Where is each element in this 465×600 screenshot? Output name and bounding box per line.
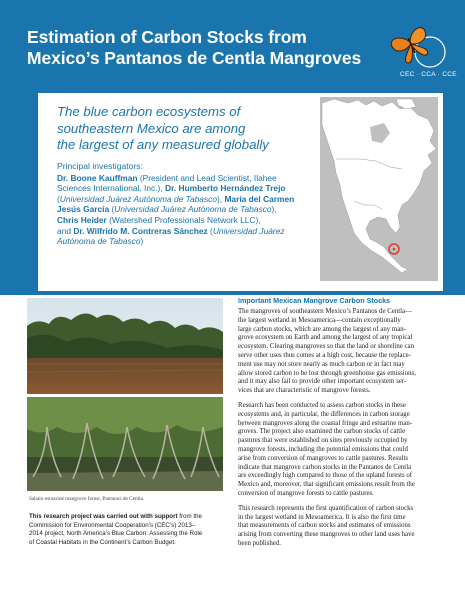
- bold-text: Dr. Boone Kauffman: [57, 172, 138, 183]
- text-line: [57, 173, 337, 184]
- text-run: ),: [271, 204, 277, 215]
- article-body: [238, 308, 443, 549]
- italic-text: Universidad Juárez Autónoma de Tabasco: [114, 204, 272, 215]
- tagline: [57, 104, 317, 154]
- text-run: (: [57, 193, 60, 204]
- paragraph-line: are exceedingly high compared to those of the upland forests of: [238, 472, 413, 480]
- paragraph-line: This research represents the first quantification of carbon stocks: [238, 504, 414, 512]
- text-line: [57, 204, 337, 215]
- text-line: [29, 522, 225, 531]
- tagline-line: The blue carbon ecosystems of: [57, 104, 241, 119]
- text-line: [29, 513, 225, 522]
- bold-text: Dr. Humberto Hernández Trejo: [165, 183, 286, 194]
- title-line: Estimation of Carbon Stocks from: [27, 27, 307, 47]
- article-paragraph: [238, 505, 443, 549]
- paragraph-line: The mangroves of southeastern Mexico’s Pantanos de Centla—: [238, 308, 412, 315]
- mangrove-roots-photo: [27, 397, 223, 491]
- paragraph-line: Mexico and, moreover, that significant emissions result from the: [238, 481, 415, 489]
- header-banner: [0, 0, 465, 295]
- paragraph-line: arise from conversion of mangroves to cattle pastures. Results: [238, 454, 409, 462]
- paragraph-line: groves. The project also examined the carbon stocks of cattle: [238, 428, 406, 436]
- bold-text: María del Carmen: [224, 193, 295, 204]
- intro-panel: [38, 93, 443, 291]
- principal-investigators: [57, 161, 337, 247]
- paragraph-line: conversion of mangrove forests to cattle pastures.: [238, 489, 374, 497]
- title-line: Mexico’s Pantanos de Centla Mangroves: [27, 48, 362, 68]
- text-line: [57, 236, 337, 247]
- text-run: Commission for Environmental Cooperation’s (CEC’s) 2013–: [29, 521, 196, 529]
- paragraph-line: serve other uses thus comes at a high cost, because the replace-: [238, 351, 411, 359]
- text-line: [57, 194, 337, 205]
- bold-text: Jesús García: [57, 204, 110, 215]
- paragraph-line: ecosystem. Clearing mangroves so that the land or shoreline can: [238, 343, 414, 351]
- paragraph-line: Research has been conducted to assess carbon stocks in these: [238, 401, 406, 409]
- article: [238, 296, 443, 555]
- paragraph-line: that measurements of carbon stocks and estimates of emissions: [238, 522, 411, 530]
- paragraph-line: large carbon stocks, which are among the largest of any man-: [238, 325, 406, 333]
- photo-caption: Sabalo estuarine mangrove forest, Pantanos de Centla.: [29, 496, 145, 502]
- article-paragraph: [238, 402, 443, 499]
- text-run: of Coastal Habitats in the Continent’s Carbon Budget.: [29, 538, 176, 546]
- paragraph-line: allow stored carbon to be lost through greenhouse gas emissions,: [238, 369, 416, 377]
- text-line: [57, 183, 337, 194]
- text-line: [29, 539, 225, 548]
- paragraph-line: and it may also fail to provide other important ecosystem ser-: [238, 378, 407, 386]
- tagline-line: southeastern Mexico are among: [57, 120, 246, 136]
- text-run: ),: [217, 193, 225, 204]
- page-title: [27, 27, 377, 69]
- mangrove-river-photo: [27, 298, 223, 394]
- paragraph-line: the largest wetland in Mesoamerica—contain exceptionally: [238, 316, 401, 324]
- text-run: from the: [177, 513, 202, 520]
- paragraph-line: ecosystems and, in particular, the differences in carbon storage: [238, 410, 410, 418]
- paragraph-line: arising from converting these mangroves to other land uses have: [238, 531, 415, 539]
- bold-text: Dr. Wilfrido M. Contreras Sánchez: [73, 225, 208, 236]
- investigator-list: [57, 173, 337, 247]
- text-run: and: [57, 225, 74, 236]
- paragraph-line: ment use may not store nearly as much carbon or in fact may: [238, 360, 405, 368]
- paragraph-line: mangrove forests, including the potential emissions that could: [238, 445, 408, 453]
- bold-text: This research project was carried out with support: [29, 513, 178, 520]
- paragraph-line: vices that are characteristic of mangrove forests.: [238, 387, 371, 395]
- paragraph-line: indicate that mangrove carbon stocks in the Pantanos de Centla: [238, 463, 412, 471]
- text-run: ): [140, 236, 144, 247]
- investigators-heading: Principal investigators:: [57, 161, 143, 171]
- paragraph-line: in the largest wetland in Mesoamerica. It is also the first time: [238, 513, 406, 521]
- text-run: (: [109, 204, 115, 215]
- cec-butterfly-logo: [386, 22, 450, 78]
- italic-text: Autónoma de Tabasco: [57, 236, 141, 247]
- article-heading: Important Mexican Mangrove Carbon Stocks: [238, 296, 391, 305]
- italic-text: Universidad Juárez: [212, 225, 285, 236]
- project-support-note: [29, 513, 225, 547]
- north-america-map: [320, 97, 438, 281]
- text-run: (: [207, 225, 213, 236]
- text-run: (President and Lead Scientist, Ilahee: [137, 172, 277, 183]
- text-run: 2014 project, North America’s Blue Carbon: Assessing the Role: [29, 530, 203, 538]
- paragraph-line: pastures that were established on sites previously occupied by: [238, 437, 408, 445]
- tagline-line: the largest of any measured globally: [57, 137, 269, 152]
- text-run: (Watershed Professionals Network LLC),: [106, 214, 261, 225]
- article-paragraph: [238, 308, 443, 396]
- paragraph-line: grove ecosystem on Earth and among the largest of any tropical: [238, 334, 413, 342]
- logo-text: CEC · CCA · CCE: [400, 71, 457, 78]
- paragraph-line: between mangroves along the coastal fringe and estuarine man-: [238, 419, 413, 427]
- paragraph-line: been published.: [238, 539, 281, 547]
- bold-text: Chris Heider: [57, 214, 107, 225]
- text-line: [57, 226, 337, 237]
- italic-text: Universidad Juárez Autónoma de Tabasco: [59, 193, 217, 204]
- text-line: [29, 530, 225, 539]
- text-line: [57, 215, 337, 226]
- text-run: Sciences International, Inc.),: [57, 183, 165, 194]
